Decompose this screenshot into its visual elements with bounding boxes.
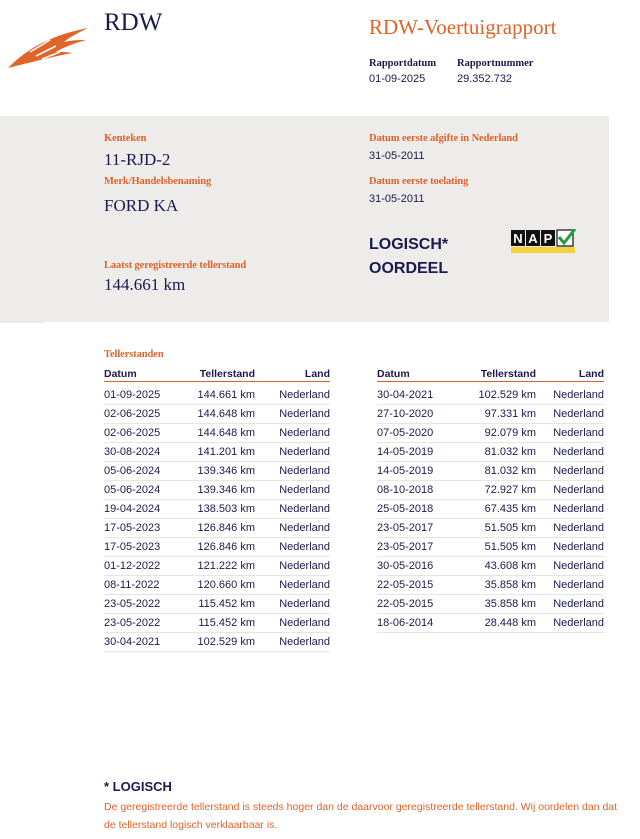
report-date: 01-09-2025: [369, 73, 426, 85]
table-row: [104, 595, 330, 614]
cell-datum: 23-05-2017: [377, 538, 467, 557]
cell-land: Nederland: [536, 462, 604, 481]
verdict-line-1: LOGISCH*: [369, 236, 449, 253]
cell-land: Nederland: [255, 481, 330, 500]
cell-land: Nederland: [536, 614, 604, 633]
merk-label: Merk/Handelsbenaming: [104, 176, 212, 187]
cell-land: Nederland: [536, 576, 604, 595]
cell-datum: 07-05-2020: [377, 424, 467, 443]
cell-datum: 30-05-2016: [377, 557, 467, 576]
cell-tellerstand: 67.435 km: [467, 500, 536, 519]
table-row: [377, 595, 604, 614]
verdict-line-2: OORDEEL: [369, 260, 449, 277]
cell-datum: 30-08-2024: [104, 443, 197, 462]
cell-datum: 17-05-2023: [104, 538, 197, 557]
cell-tellerstand: 126.846 km: [197, 519, 255, 538]
verdict: [369, 233, 448, 281]
cell-datum: 19-04-2024: [104, 500, 197, 519]
table-row: [104, 462, 330, 481]
cell-land: Nederland: [255, 576, 330, 595]
merk-value: FORD KA: [104, 196, 179, 215]
table-row: [104, 405, 330, 424]
cell-tellerstand: 144.648 km: [197, 424, 255, 443]
first-admission-label: Datum eerste toelating: [369, 176, 469, 187]
report-title: RDW-Voertuigrapport: [369, 15, 557, 39]
nap-check-badge-icon: [511, 229, 577, 255]
cell-land: Nederland: [255, 424, 330, 443]
cell-datum: 17-05-2023: [104, 519, 197, 538]
odometer-table-title: Tellerstanden: [104, 349, 164, 360]
cell-datum: 05-06-2024: [104, 462, 197, 481]
kenteken-label: Kenteken: [104, 133, 147, 144]
last-odometer-value: 144.661 km: [104, 275, 186, 294]
cell-land: Nederland: [536, 500, 604, 519]
svg-text:N: N: [513, 231, 523, 246]
cell-tellerstand: 28.448 km: [467, 614, 536, 633]
first-issue-nl-label: Datum eerste afgifte in Nederland: [369, 133, 518, 144]
cell-datum: 02-06-2025: [104, 424, 197, 443]
cell-land: Nederland: [536, 595, 604, 614]
cell-land: Nederland: [255, 614, 330, 633]
cell-datum: 30-04-2021: [104, 633, 197, 652]
header-land: Land: [255, 366, 330, 382]
table-row: [104, 481, 330, 500]
cell-tellerstand: 81.032 km: [467, 462, 536, 481]
cell-tellerstand: 81.032 km: [467, 443, 536, 462]
cell-tellerstand: 144.661 km: [197, 382, 255, 405]
cell-datum: 01-12-2022: [104, 557, 197, 576]
cell-tellerstand: 102.529 km: [197, 633, 255, 652]
band-corner-decoration: [0, 306, 60, 323]
report-number: 29.352.732: [457, 73, 513, 85]
cell-tellerstand: 139.346 km: [197, 481, 255, 500]
cell-land: Nederland: [255, 382, 330, 405]
cell-datum: 23-05-2022: [104, 614, 197, 633]
table-row: [104, 633, 330, 652]
cell-land: Nederland: [255, 443, 330, 462]
vehicle-info-band: [0, 116, 609, 322]
cell-land: Nederland: [255, 538, 330, 557]
header-tellerstand: Tellerstand: [197, 366, 255, 382]
cell-datum: 22-05-2015: [377, 595, 467, 614]
cell-land: Nederland: [536, 557, 604, 576]
table-row: [377, 557, 604, 576]
cell-datum: 01-09-2025: [104, 382, 197, 405]
cell-datum: 27-10-2020: [377, 405, 467, 424]
footnote-text: De geregistreerde tellerstand is steeds hoger dan de daarvoor geregistreerde tellerstand. Wij oordelen dan dat de tellerstand logisch verklaarbaar is.: [104, 801, 618, 831]
cell-datum: 05-06-2024: [104, 481, 197, 500]
table-row: [104, 500, 330, 519]
table-row: [377, 382, 604, 405]
cell-land: Nederland: [255, 462, 330, 481]
header-datum: Datum: [377, 366, 467, 382]
table-row: [104, 614, 330, 633]
cell-tellerstand: 51.505 km: [467, 519, 536, 538]
table-row: [377, 481, 604, 500]
footnote-title: * LOGISCH: [104, 779, 172, 794]
cell-tellerstand: 43.608 km: [467, 557, 536, 576]
table-row: [104, 557, 330, 576]
table-header-row: [377, 366, 604, 382]
table-row: [104, 424, 330, 443]
cell-datum: 22-05-2015: [377, 576, 467, 595]
cell-tellerstand: 35.858 km: [467, 595, 536, 614]
cell-land: Nederland: [255, 557, 330, 576]
header-land: Land: [536, 366, 604, 382]
table-row: [104, 538, 330, 557]
cell-tellerstand: 138.503 km: [197, 500, 255, 519]
cell-tellerstand: 72.927 km: [467, 481, 536, 500]
kenteken-value: 11-RJD-2: [104, 150, 171, 169]
cell-tellerstand: 121.222 km: [197, 557, 255, 576]
table-row: [104, 576, 330, 595]
table-row: [104, 519, 330, 538]
table-row: [104, 443, 330, 462]
cell-tellerstand: 115.452 km: [197, 595, 255, 614]
cell-land: Nederland: [255, 595, 330, 614]
cell-land: Nederland: [536, 443, 604, 462]
cell-tellerstand: 144.648 km: [197, 405, 255, 424]
cell-tellerstand: 120.660 km: [197, 576, 255, 595]
first-issue-nl-value: 31-05-2011: [369, 150, 425, 162]
cell-tellerstand: 141.201 km: [197, 443, 255, 462]
cell-datum: 23-05-2017: [377, 519, 467, 538]
header-datum: Datum: [104, 366, 197, 382]
cell-land: Nederland: [255, 633, 330, 652]
cell-land: Nederland: [255, 519, 330, 538]
table-row: [377, 614, 604, 633]
cell-tellerstand: 126.846 km: [197, 538, 255, 557]
table-row: [377, 462, 604, 481]
report-date-label: Rapportdatum: [369, 58, 437, 69]
cell-land: Nederland: [536, 519, 604, 538]
cell-land: Nederland: [536, 424, 604, 443]
report-number-label: Rapportnummer: [457, 58, 534, 69]
cell-datum: 14-05-2019: [377, 462, 467, 481]
cell-datum: 18-06-2014: [377, 614, 467, 633]
odometer-table-right: [377, 366, 604, 633]
cell-land: Nederland: [536, 405, 604, 424]
cell-land: Nederland: [536, 481, 604, 500]
table-row: [377, 519, 604, 538]
cell-tellerstand: 102.529 km: [467, 382, 536, 405]
cell-land: Nederland: [255, 405, 330, 424]
cell-datum: 08-10-2018: [377, 481, 467, 500]
table-row: [377, 443, 604, 462]
cell-tellerstand: 35.858 km: [467, 576, 536, 595]
table-row: [377, 424, 604, 443]
cell-datum: 08-11-2022: [104, 576, 197, 595]
cell-datum: 30-04-2021: [377, 382, 467, 405]
first-admission-value: 31-05-2011: [369, 193, 425, 205]
cell-datum: 02-06-2025: [104, 405, 197, 424]
table-header-row: [104, 366, 330, 382]
cell-tellerstand: 92.079 km: [467, 424, 536, 443]
cell-land: Nederland: [255, 500, 330, 519]
cell-datum: 25-05-2018: [377, 500, 467, 519]
table-row: [377, 500, 604, 519]
svg-text:P: P: [543, 231, 553, 246]
cell-tellerstand: 51.505 km: [467, 538, 536, 557]
brand-name: RDW: [104, 9, 163, 36]
cell-tellerstand: 139.346 km: [197, 462, 255, 481]
cell-land: Nederland: [536, 538, 604, 557]
header-tellerstand: Tellerstand: [467, 366, 536, 382]
odometer-table-left: [104, 366, 330, 652]
table-row: [377, 538, 604, 557]
table-row: [104, 382, 330, 405]
svg-text:A: A: [528, 231, 538, 246]
cell-land: Nederland: [536, 382, 604, 405]
cell-tellerstand: 97.331 km: [467, 405, 536, 424]
rdw-logo-icon: [6, 22, 92, 72]
table-row: [377, 576, 604, 595]
table-row: [377, 405, 604, 424]
cell-datum: 23-05-2022: [104, 595, 197, 614]
last-odometer-label: Laatst geregistreerde tellerstand: [104, 260, 247, 271]
cell-datum: 14-05-2019: [377, 443, 467, 462]
cell-tellerstand: 115.452 km: [197, 614, 255, 633]
